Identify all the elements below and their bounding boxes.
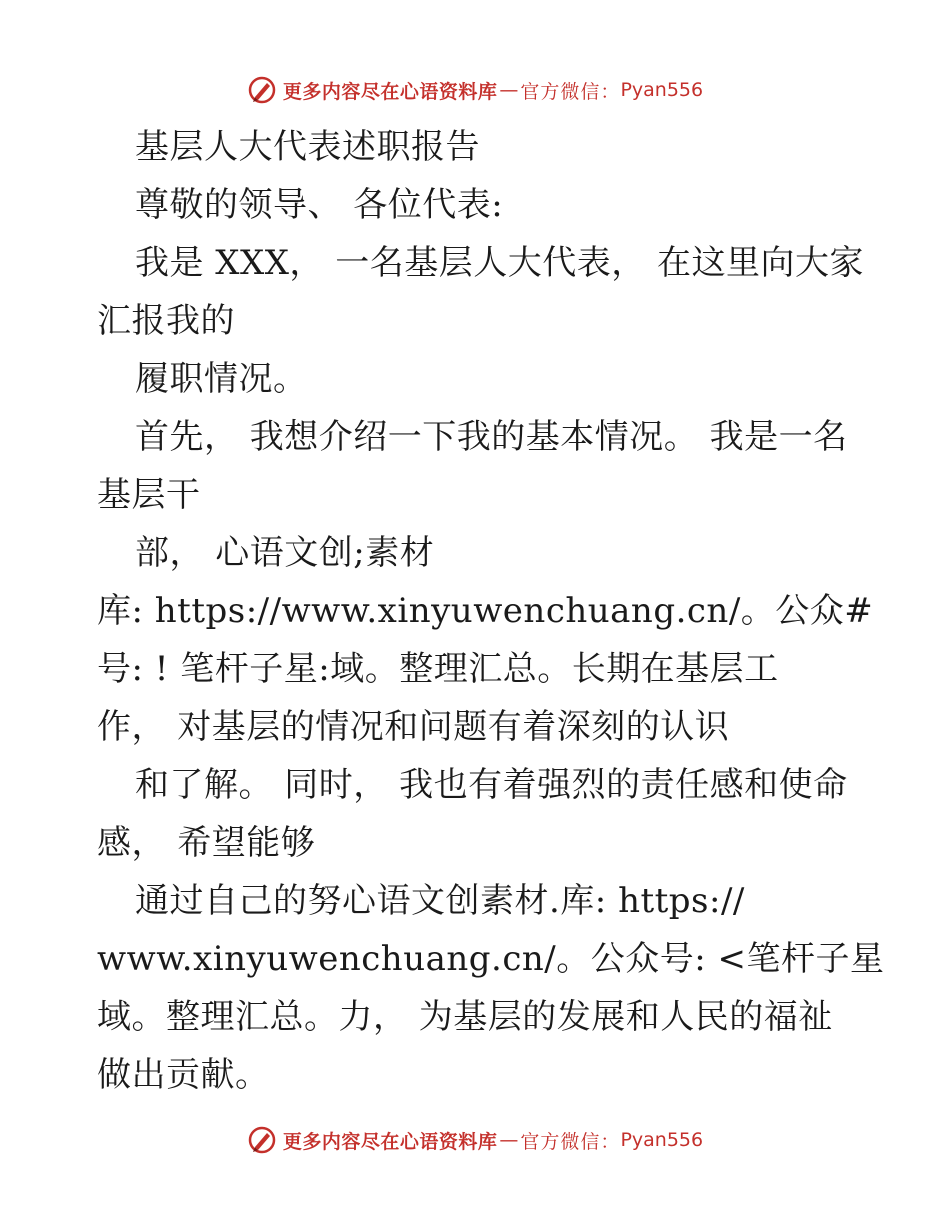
pen-logo-icon: [247, 75, 277, 105]
banner-wechat-label: 官方微信：: [520, 1130, 621, 1153]
document-line: 我是 XXX， 一名基层人大代表， 在这里向大家: [135, 243, 865, 283]
document-line: 部， 心语文创;素材: [135, 533, 435, 573]
document-line: www.xinyuwenchuang.cn/。公众号: <笔杆子星: [97, 939, 885, 979]
banner-separator: —: [499, 79, 519, 101]
banner-wechat-label: 官方微信：: [520, 80, 621, 103]
document-line: 履职情况。: [135, 359, 308, 399]
document-line: 号: ! 笔杆子星:域。整理汇总。长期在基层工: [97, 649, 779, 689]
document-line: 库: https://www.xinyuwenchuang.cn/。公众#: [97, 591, 874, 631]
document-body: [97, 118, 885, 1104]
pen-logo-icon: [247, 1125, 277, 1155]
header-watermark-banner: [0, 70, 950, 110]
document-line: 域。整理汇总。力， 为基层的发展和人民的福祉: [97, 997, 833, 1037]
banner-separator: —: [499, 1129, 519, 1151]
document-line: 汇报我的: [97, 301, 235, 341]
document-line: 作， 对基层的情况和问题有着深刻的认识: [97, 707, 730, 747]
footer-watermark-banner: [0, 1120, 950, 1160]
document-line: 基层干: [97, 475, 201, 515]
banner-main-text: 更多内容尽在心语资料库: [282, 80, 498, 103]
document-line: 首先， 我想介绍一下我的基本情况。 我是一名: [135, 417, 848, 457]
document-line: 尊敬的领导、 各位代表:: [135, 185, 504, 225]
banner-wechat-id: Pyan556: [620, 1129, 704, 1151]
banner-main-text: 更多内容尽在心语资料库: [282, 1130, 498, 1153]
document-line: 感， 希望能够: [97, 823, 316, 863]
document-line: 通过自己的努心语文创素材.库: https://: [135, 881, 745, 921]
document-title: 基层人大代表述职报告: [135, 127, 480, 167]
banner-wechat-id: Pyan556: [620, 79, 704, 101]
document-line: 和了解。 同时， 我也有着强烈的责任感和使命: [135, 765, 848, 805]
document-line: 做出贡献。: [97, 1055, 270, 1095]
